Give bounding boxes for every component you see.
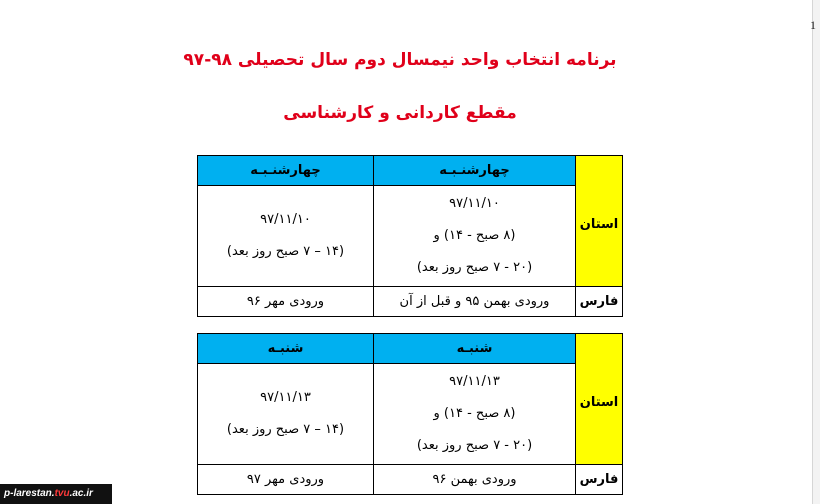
- entry-cell: ورودی مهر ۹۷: [198, 465, 374, 495]
- day-header-cell: چهارشنـبـه: [198, 156, 374, 186]
- document-subtitle: مقطع کاردانی و کارشناسی: [283, 103, 517, 123]
- logo-suffix: .ac.ir: [69, 488, 93, 499]
- time-range-text: (۸ صبح - ۱۴) و: [433, 406, 516, 421]
- schedule-cell: [198, 364, 374, 465]
- province-header-cell: استان: [576, 334, 623, 465]
- schedule-table-2: [197, 333, 623, 495]
- province-name-cell: فارس: [576, 465, 623, 495]
- schedule-table-1: [197, 155, 623, 317]
- time-range-text: (۲۰ - ۷ صبح روز بعد): [416, 438, 533, 453]
- day-header-cell: شنبـه: [374, 334, 576, 364]
- date-text: ۹۷/۱۱/۱۰: [449, 196, 500, 211]
- schedule-cell: [374, 186, 576, 287]
- day-header-cell: شنبـه: [198, 334, 374, 364]
- logo-prefix: p-larestan.: [4, 488, 55, 499]
- schedule-cell: [374, 364, 576, 465]
- province-header-cell: استان: [576, 156, 623, 287]
- document-title: برنامه انتخاب واحد نیمسال دوم سال تحصیلی ۹۸-۹۷: [183, 50, 617, 70]
- time-range-text: (۱۴ – ۷ صبح روز بعد): [226, 422, 345, 437]
- day-header-cell: چهارشنـبـه: [374, 156, 576, 186]
- time-range-text: (۸ صبح - ۱۴) و: [433, 228, 516, 243]
- page-number: 1: [810, 18, 816, 32]
- schedule-cell: [198, 186, 374, 287]
- date-text: ۹۷/۱۱/۱۳: [260, 390, 311, 405]
- entry-cell: ورودی بهمن ۹۵ و قبل از آن: [374, 287, 576, 317]
- time-range-text: (۲۰ - ۷ صبح روز بعد): [416, 260, 533, 275]
- date-text: ۹۷/۱۱/۱۳: [449, 374, 500, 389]
- entry-cell: ورودی مهر ۹۶: [198, 287, 374, 317]
- site-watermark-logo: [0, 484, 112, 504]
- province-name-cell: فارس: [576, 287, 623, 317]
- logo-accent: tvu: [54, 488, 70, 499]
- date-text: ۹۷/۱۱/۱۰: [260, 212, 311, 227]
- vertical-scrollbar[interactable]: [812, 0, 820, 504]
- entry-cell: ورودی بهمن ۹۶: [374, 465, 576, 495]
- time-range-text: (۱۴ – ۷ صبح روز بعد): [226, 244, 345, 259]
